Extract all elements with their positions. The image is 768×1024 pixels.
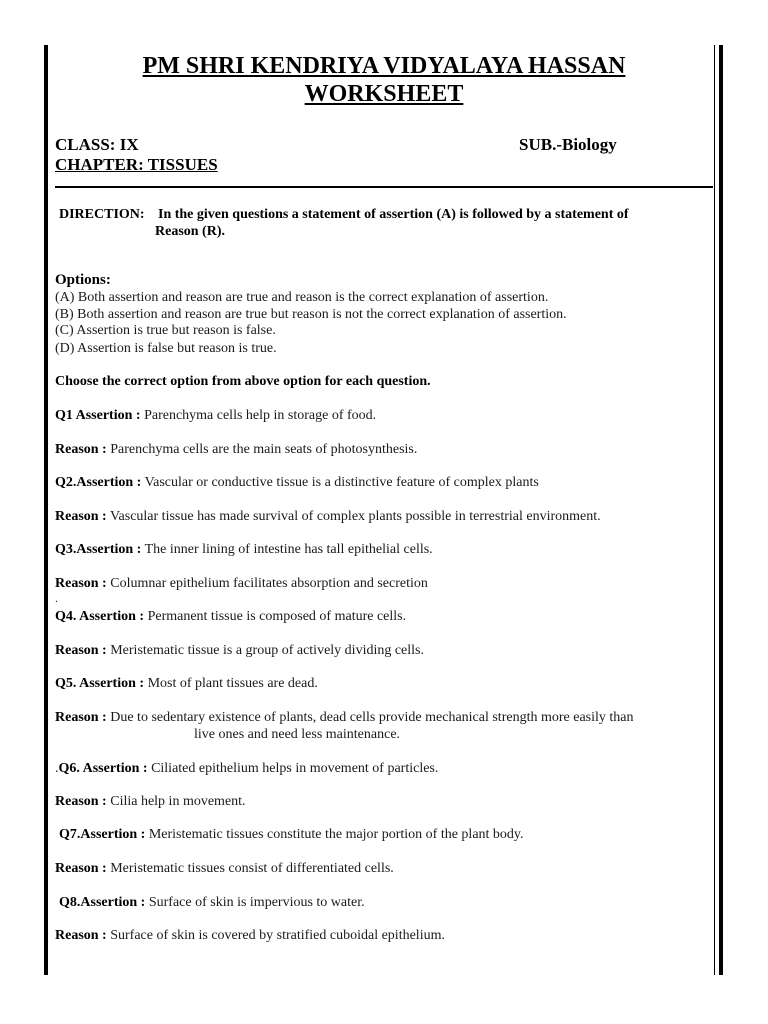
assertion-text: Surface of skin is impervious to water. bbox=[148, 895, 365, 910]
instruction-text: Choose the correct option from above option for each question. bbox=[55, 374, 431, 389]
reason-label: Reason : bbox=[55, 643, 107, 658]
assertion-text: Permanent tissue is composed of mature cells. bbox=[147, 609, 407, 624]
question-1-assertion bbox=[55, 407, 376, 424]
reason-label: Reason : bbox=[55, 710, 107, 725]
question-3-reason bbox=[55, 575, 428, 592]
question-4-reason bbox=[55, 642, 424, 659]
direction-text-line1: In the given questions a statement of assertion (A) is followed by a statement of bbox=[158, 207, 629, 222]
assertion-label: Q4. Assertion : bbox=[55, 609, 145, 624]
question-6-assertion bbox=[55, 760, 438, 777]
header-rule bbox=[55, 186, 713, 188]
assertion-text: Parenchyma cells help in storage of food. bbox=[144, 408, 377, 423]
reason-text: Vascular tissue has made survival of complex plants possible in terrestrial environment. bbox=[109, 509, 601, 524]
direction-text-line2: Reason (R). bbox=[155, 224, 225, 239]
option-c: (C) Assertion is true but reason is false. bbox=[55, 323, 276, 338]
question-8-assertion bbox=[59, 894, 365, 911]
reason-text: Parenchyma cells are the main seats of photosynthesis. bbox=[110, 442, 418, 457]
option-b: (B) Both assertion and reason are true but reason is not the correct explanation of assertion. bbox=[55, 307, 567, 322]
assertion-text: Meristematic tissues constitute the major portion of the plant body. bbox=[148, 827, 524, 842]
assertion-text: Ciliated epithelium helps in movement of particles. bbox=[151, 761, 439, 776]
question-1-reason bbox=[55, 441, 417, 458]
question-5-assertion bbox=[55, 675, 318, 692]
reason-text: Columnar epithelium facilitates absorption and secretion bbox=[110, 576, 428, 591]
question-7-assertion bbox=[59, 826, 524, 843]
worksheet-title: WORKSHEET bbox=[304, 81, 464, 107]
reason-text: Cilia help in movement. bbox=[110, 794, 246, 809]
reason-label: Reason : bbox=[55, 928, 107, 943]
question-7-reason bbox=[55, 860, 394, 877]
page-border-right-inner bbox=[714, 45, 715, 975]
page-border-right bbox=[719, 45, 723, 975]
option-d: (D) Assertion is false but reason is true. bbox=[55, 341, 277, 356]
reason-label: Reason : bbox=[55, 442, 107, 457]
question-2-reason bbox=[55, 508, 601, 525]
reason-text: Due to sedentary existence of plants, dead cells provide mechanical strength more easily than bbox=[110, 710, 634, 725]
reason-label: Reason : bbox=[55, 861, 107, 876]
question-3-assertion bbox=[55, 541, 433, 558]
assertion-text: Most of plant tissues are dead. bbox=[147, 676, 318, 691]
class-label: CLASS: IX bbox=[55, 135, 139, 154]
assertion-text: Vascular or conductive tissue is a distinctive feature of complex plants bbox=[144, 475, 539, 490]
question-8-reason bbox=[55, 927, 445, 944]
reason-label: Reason : bbox=[55, 794, 107, 809]
option-a: (A) Both assertion and reason are true and reason is the correct explanation of assertion. bbox=[55, 290, 549, 305]
question-4-assertion bbox=[55, 608, 406, 625]
direction-label: DIRECTION: bbox=[59, 207, 145, 222]
assertion-label: Q1 Assertion : bbox=[55, 408, 141, 423]
stray-prefix: . bbox=[55, 761, 59, 776]
options-heading: Options: bbox=[55, 272, 111, 288]
reason-label: Reason : bbox=[55, 576, 107, 591]
assertion-text: The inner lining of intestine has tall epithelial cells. bbox=[144, 542, 433, 557]
assertion-label: Q2.Assertion : bbox=[55, 475, 142, 490]
question-6-reason bbox=[55, 793, 246, 810]
assertion-label: Q6. Assertion : bbox=[58, 761, 148, 776]
assertion-label: Q7.Assertion : bbox=[59, 827, 146, 842]
assertion-label: Q5. Assertion : bbox=[55, 676, 145, 691]
assertion-label: Q8.Assertion : bbox=[59, 895, 146, 910]
subject-label: SUB.-Biology bbox=[519, 135, 617, 154]
stray-period: . bbox=[55, 591, 58, 605]
school-title: PM SHRI KENDRIYA VIDYALAYA HASSAN bbox=[142, 53, 626, 79]
question-5-reason-continued: live ones and need less maintenance. bbox=[194, 727, 401, 742]
reason-text: Meristematic tissues consist of differentiated cells. bbox=[110, 861, 394, 876]
reason-label: Reason : bbox=[55, 509, 107, 524]
assertion-label: Q3.Assertion : bbox=[55, 542, 142, 557]
reason-text: Surface of skin is covered by stratified cuboidal epithelium. bbox=[110, 928, 445, 943]
question-2-assertion bbox=[55, 474, 539, 491]
page-border-left bbox=[44, 45, 48, 975]
question-5-reason bbox=[55, 709, 634, 726]
reason-text: Meristematic tissue is a group of actively dividing cells. bbox=[110, 643, 424, 658]
chapter-label: CHAPTER: TISSUES bbox=[55, 155, 218, 174]
